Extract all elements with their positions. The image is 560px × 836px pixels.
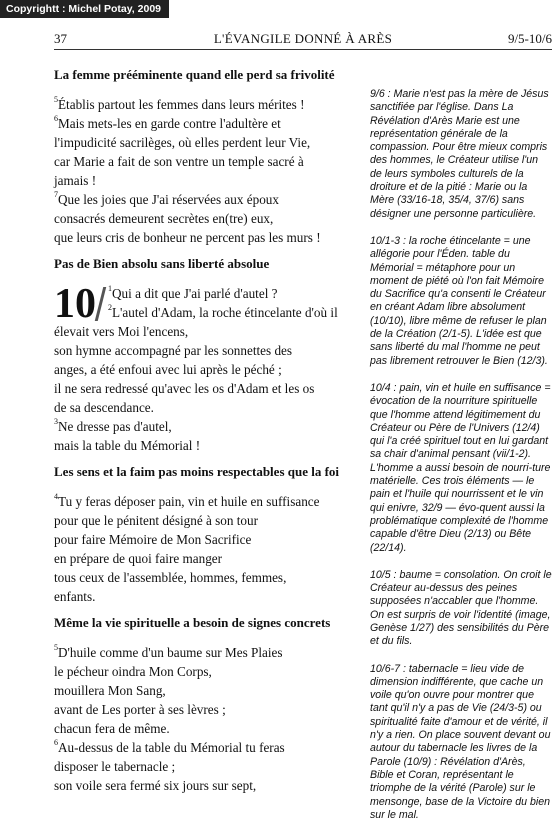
page-number: 37 (54, 31, 67, 46)
verse-line: $^2$L'autel d'Adam, la roche étincelante d'où il (108, 303, 338, 320)
verse-line: son hymne accompagné par les sonnettes des (54, 343, 293, 358)
verse-line: car Marie a fait de son ventre un temple sacré à (54, 154, 304, 169)
section-heading: Pas de Bien absolu sans liberté absolue (54, 256, 270, 271)
verse-block (54, 643, 368, 795)
verse-line: le pécheur oindra Mon Corps, (54, 664, 212, 679)
verse-line: $^7$Que les joies que J'ai réservées aux époux (54, 190, 279, 207)
verse-line: jamais ! (54, 173, 97, 188)
verse-line: il ne sera redressé qu'avec les os d'Adam et les os (54, 381, 315, 396)
verse-line: mouillera Mon Sang, (54, 683, 166, 698)
verse-line: tous ceux de l'assemblée, hommes, femmes, (54, 570, 287, 585)
commentary-column (370, 88, 552, 836)
section-heading: Les sens et la faim pas moins respectables que la foi (54, 464, 340, 479)
verse-line: anges, a été enfoui avec lui après le péché ; (54, 362, 282, 377)
verse-line: $^5$D'huile comme d'un baume sur Mes Plaies (54, 643, 283, 660)
page-header (54, 31, 552, 47)
book-title: L'ÉVANGILE DONNÉ À ARÈS (213, 31, 393, 46)
verse-line: $^3$Ne dresse pas d'autel, (54, 417, 172, 434)
verse-line: pour que le pénitent désigné à son tour (54, 513, 258, 528)
verse-line: l'impudicité sacrilèges, où elles perdent leur Vie, (54, 135, 311, 150)
verse-line: de sa descendance. (54, 400, 154, 415)
verse-line: $^4$Tu y feras déposer pain, vin et huile en suffisance (54, 492, 320, 509)
verse-line: avant de Les porter à ses lèvres ; (54, 702, 226, 717)
verse-line: $^1$Qui a dit que J'ai parlé d'autel ? (108, 284, 278, 301)
verse-line: enfants. (54, 589, 96, 604)
verse-block (54, 95, 368, 247)
verse-line: mais la table du Mémorial ! (54, 438, 201, 453)
verse-line: en prépare de quoi faire manger (54, 551, 223, 566)
header-divider (54, 49, 552, 50)
commentary-note: 10/5 : baume = consolation. On croit le Créateur au-dessus des peines supposées n'accabler que l'homme. On est surpris de voir l'identité (image, Genèse 1/27) des sensibilités du Père et du fils. (370, 568, 552, 648)
commentary-note: 10/1-3 : la roche étincelante = une allégorie pour l'Éden. table du Mémorial = métaphore pour un moment de piété où l'on fait Mémoire du Sacrifice qu'a consenti le Créateur en créant Adam libre absolument (10/10), libre même de refuser le plan de la Création (2/1-5). L'idée est que sans liberté du mal l'homme ne peut pas librement retrouver le Bien (12/3). (370, 234, 548, 367)
verse-line: élevait vers Moi l'encens, (54, 324, 189, 339)
verse-line: pour faire Mémoire de Mon Sacrifice (54, 532, 252, 547)
verse-line: que leurs cris de bonheur ne percent pas les murs ! (54, 230, 321, 245)
verse-range: 9/5-10/6 (507, 31, 552, 46)
verse-line: son voile sera fermé six jours sur sept, (54, 778, 257, 793)
main-text-column (54, 58, 368, 795)
verse-line: $^5$Établis partout les femmes dans leurs mérites ! (54, 95, 305, 112)
verse-line: $^6$Mais mets-les en garde contre l'adultère et (54, 114, 281, 131)
commentary-note: 10/6-7 : tabernacle = lieu vide de dimension indifférente, que cache un voile qu'on ouvre pour montrer que tant qu'il n'y a pas de Vie (24/3-5) ou spiritualité faite d'amour et de vérité, il n'y a rien. On place souvent devant ou autour du tabernacle les livres de la Parole (10/9) : Révélation d'Arès, Bible et Coran, représentant le triomphe de la vérité (Parole) sur le mensonge, base de la Victoire du bien sur le mal. (370, 662, 551, 821)
commentary-note: 9/6 : Marie n'est pas la mère de Jésus sanctifiée par l'église. Dans La Révélation d'Arès Marie est une représentation générale de la compassion. Pour être mieux compris des hommes, le Créateur utilise l'un de leurs symboles culturels de la droiture et de la pitié : Marie ou la Mère (33/16-18, 35/4, 37/6) sans désigner une personne particulière. (370, 88, 549, 220)
verse-line: chacun fera de même. (54, 721, 170, 736)
chapter-number: 10 (54, 287, 102, 321)
section-heading: Même la vie spirituelle a besoin de signes concrets (54, 615, 331, 630)
verse-block (54, 492, 368, 606)
commentary-note: 10/4 : pain, vin et huile en suffisance = évocation de la nourriture spirituelle que l'homme attend légitimement du Créateur ou Père de l'Univers (12/4) qui l'a créé spirituel tout en lui gardant sa chair d'animal pensant (vii/1-2). L'homme a aussi besoin de nourri-ture matérielle. Ces trois éléments — le pain et l'huile qui nourrissent et le vin qui enivre, 32/9 — évo-quent aussi la problématique complexité de l'homme capable d'être Dieu (2/13) ou Bête (22/14). (370, 381, 551, 554)
section-heading: La femme prééminente quand elle perd sa frivolité (54, 67, 335, 82)
verse-line: consacrés demeurent secrètes en(tre) eux, (54, 211, 274, 226)
copyright-banner: Copyrightt : Michel Potay, 2009 (0, 0, 169, 18)
verse-block (54, 281, 368, 455)
verse-line: disposer le tabernacle ; (54, 759, 176, 774)
verse-line: $^6$Au-dessus de la table du Mémorial tu feras (54, 738, 285, 755)
